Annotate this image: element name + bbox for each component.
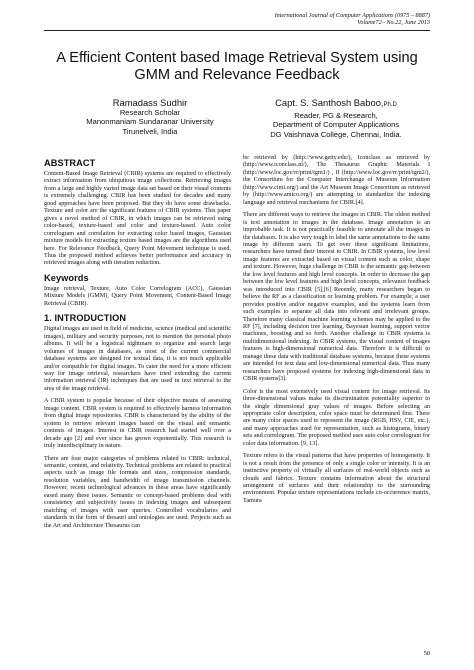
author-block-2 <box>246 97 426 139</box>
author-1-location: Tirunelveli, India <box>122 126 178 136</box>
intro-paragraph-2: A CBIR system is popular because of their objective means of assessing image content. CBIR system is required to effectively harness information from digital image repositories. CBIR is characterized by the ability of the system to retrieve relevant images based on the visual and semantic contents of images. Interest in CBIR research had started well over a decade ago [2] and ever since has grown exponentially. This research is truly interdisciplinary in nature. <box>44 398 231 450</box>
right-paragraph-2: There are different ways to retrieve the images in CBIR. The oldest method is text annotation to images in the database. Image annotation is an improbable task. It is not practically feasible to annotate all the images in the databases. It is also very tough to label the same annotations to the same image by different users. To get over these significant limitations, researchers have turned their interest to CBIR. In CBIR systems, low level image features are extracted based on visual content such as color, shape and texture. However, huge challenge in CBIR is the semantic gap between the low level features and high level concepts. In order to decrease the gap between the low level features and high level concepts, relevance feedback was introduced into CBIR [5],[6] Recently, many researchers began to believe the RF as a classification or learning problem. For example, a user provides positive and/or negative examples, and the systems learn from such examples to separate all data into relevant and irrelevant groups. Therefore many classical machine learning schemes may be applied to the RF [7], including decision tree learning, Bayesian learning, support vector machines, boosting and so forth. Another challenge in CBIR systems is multidimensional indexing. In CBIR systems, the visual content of images features is high-dimensional numerical data. Therefore it is difficult to manage these data with traditional database systems, because these systems are intended for text data and low-dimensional numerical data. Thus many researchers have proposed systems for indexing high-dimensional data in CBIR systems[3]. <box>243 212 430 383</box>
journal-name: International Journal of Computer Applications (0975 – 8887) <box>274 12 430 19</box>
left-column <box>44 155 231 535</box>
intro-paragraph-3: There are four major categories of problems related to CBIR: technical, semantic, content, and relativity. Technical problems are related to practical aspects such as image file formats and sizes, compression standards, resolution variables, and bandwidth of image transmission channels. However, recent technological advances in these areas have significantly eased many these issues. Semantic or concept-based problems deal with consistency and subjectivity issues in indexing images and subsequent matching of images with user queries. Controlled vocabularies and standards in the form of thesauri and ontologies are used. Projects such as the Art and Architecture Thesaurus can <box>44 455 231 529</box>
author-name-2: Capt. S. Santhosh Baboo,Ph.D <box>275 97 397 108</box>
right-column <box>243 155 430 510</box>
right-paragraph-4: Texture refers to the visual patterns that have properties of homogeneity. It is not a result from the presence of only a single color or intensity. It is an instinctive property of virtually all surfaces of real-world objects such as clouds and fabrics. Texture contains information about the structural arrangement of surfaces and their relationship to the surrounding environment. Popular texture representations include co-occurrence matrix, Tamura <box>243 453 430 504</box>
paper-title: A Efficient Content based Image Retrieval System using GMM and Relevance Feedback <box>56 50 418 83</box>
author-2-role: Reader, PG & Research, <box>294 111 378 120</box>
journal-header <box>275 12 430 26</box>
abstract-heading: ABSTRACT <box>44 158 96 168</box>
author-block-1 <box>70 97 230 136</box>
author-2-location: DG Vaishnava College, Chennai, India. <box>270 129 402 139</box>
keywords-text: Image retrieval, Texture, Auto Color Correlogram (ACC), Gaussian Mixture Models (GMM), Query Point Movement, Content-Based Image Retrieval (CBIR). <box>44 285 231 307</box>
keywords-heading: Keywords <box>44 272 89 283</box>
abstract-text: Content-Based Image Retrieval (CBIR) systems are required to effectively extract information from ubiquitous image collections. Retrieving images from a large and highly varied image data set based on their visual contents is extremely challenging. CBIR has been studied for decades and many good approaches have been proposed. But they do have some drawbacks. Texture and color are the significant features of CBIR systems. This paper gives a novel method of CBIR, in which images can be retrieved using color-based, texture-based and color and texture-based. Auto color correlogram and correlation for extracting color based images, Gaussian mixture models for extracting texture based images are the algorithms used here. For Relevance Feedback, Query Point Movement technique is used. Thus the proposed method achieves better performance and accuracy in retrieved images along with iteration reduction. <box>44 171 231 267</box>
author-2-degree: Ph.D <box>383 102 397 108</box>
right-paragraph-1: be retrieved by (http://www.getty.edu/), Iconclass as retrieved by (http://www.iconclass.nl/), The Thesaurus Graphic Materials I (http://www.loc.gov/rr/print/tgm1/) , II (http://www.loc.gov/rr/print/tgm2/), the Consortium for the Computer Interchange of Museum Information (http://www.cimi.org/) and the Art Museum Image Consortium as retrieved by (http://www.amico.org/) are attempting to standardize the indexing language and retrieval mechanisms for CBIR.[4]. <box>243 155 430 206</box>
author-1-affiliation: Manonmaniam Sundaranar University <box>86 117 214 127</box>
author-1-role: Research Scholar <box>119 108 181 117</box>
header-rule <box>44 30 430 31</box>
author-2-affiliation: Department of Computer Applications <box>272 120 400 130</box>
intro-paragraph-1: Digital images are used in field of medicine, science (medical and scientific images), military and security purposes, not to mention the personal photo albums. It will be a logistical nightmare to organize and search large volumes of images in databases, as most of the current commercial database systems are designed for textual data, it is not much applicable and/or compatible for digital images. To cater the need for a more efficient way for image retrieval, researchers have tried extending the current information retrieval (IR) techniques that are used in text retrieval to the area of the image retrieval. <box>44 326 231 392</box>
journal-volume: Volume72– No.22, June 2013 <box>357 19 430 27</box>
page-number: 50 <box>423 650 430 657</box>
introduction-heading: 1. INTRODUCTION <box>44 313 127 324</box>
right-paragraph-3: Color is the most extensively used visual content for image retrieval. Its three-dimensional values make its discrimination potentiality superior to the single dimensional gray values of images. Before selecting an appropriate color description, color space must be determined first. There are many color spaces used to represent the image (RGB, HSV, CIE, etc.), and many approaches used for representation, such as histograms, binary sets and correlogram. The proposed method uses auto color correlogram for color data information. [9, 13]. <box>243 388 430 447</box>
author-name-1: Ramadass Sudhir <box>112 97 188 108</box>
